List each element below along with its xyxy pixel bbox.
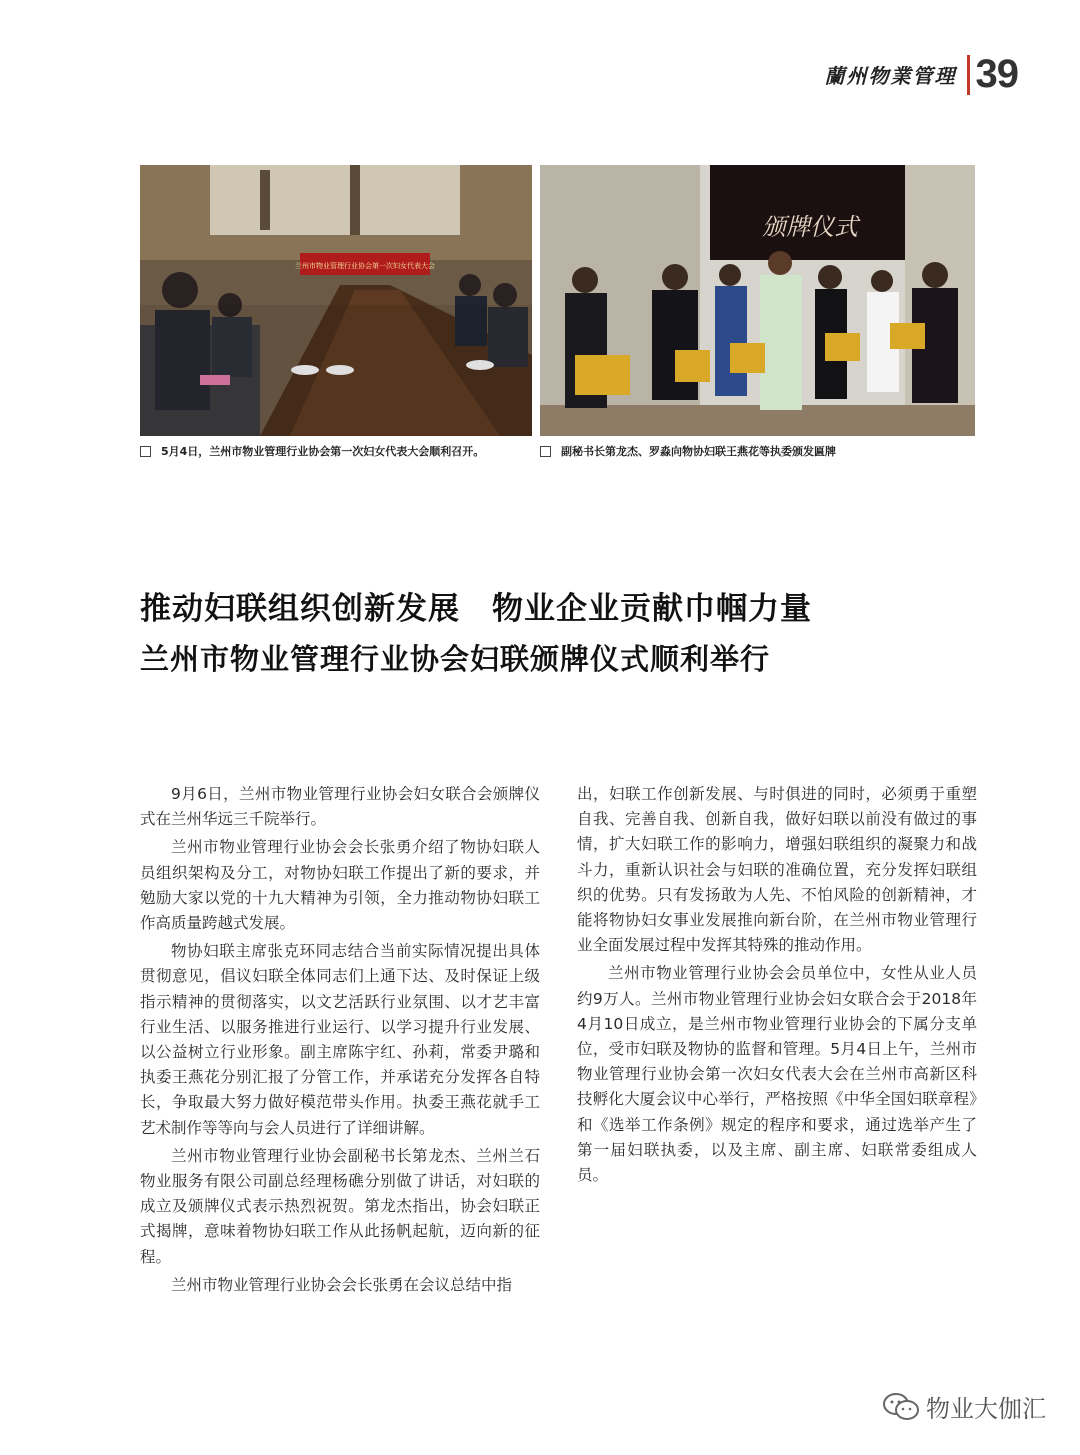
caption-box-icon	[140, 446, 151, 457]
article-subtitle: 兰州市物业管理行业协会妇联颁牌仪式顺利举行	[140, 642, 771, 676]
screen-text: 颁牌仪式	[762, 213, 858, 241]
caption-box-icon	[540, 446, 551, 457]
watermark-text: 物业大伽汇	[926, 1395, 1046, 1423]
header-divider	[967, 55, 970, 95]
page-header	[825, 52, 1019, 97]
wechat-watermark	[882, 1389, 1046, 1424]
caption-text: 5月4日，兰州市物业管理行业协会第一次妇女代表大会顺利召开。	[161, 445, 485, 458]
photo-caption-meeting	[140, 443, 484, 459]
photo-caption-ceremony	[540, 443, 836, 459]
magazine-name: 蘭州物業管理	[824, 64, 957, 88]
paragraph: 兰州市物业管理行业协会会长张勇在会议总结中指	[171, 1275, 513, 1294]
page-number: 39	[975, 52, 1018, 96]
body-column-right	[577, 782, 977, 1191]
paragraph: 兰州市物业管理行业协会会员单位中，女性从业人员约9万人。兰州市物业管理行业协会妇女联合会于2018年4月10日成立，是兰州市物业管理行业协会的下属分支单位，受市妇联及物协的监督和管理。5月4日上午，兰州市物业管理行业协会第一次妇女代表大会在兰州市高新区科技孵化大厦会议中心举行，严格按照《中华全国妇联章程》和《选举工作条例》规定的程序和要求，通过选举产生了第一届妇联执委，以及主席、副主席、妇联常委组成人员。	[577, 964, 977, 1185]
meeting-banner-text: 兰州市物业管理行业协会第一次妇女代表大会	[295, 262, 435, 270]
body-column-left	[140, 782, 540, 1301]
paragraph: 9月6日，兰州市物业管理行业协会妇女联合会颁牌仪式在兰州华远三千院举行。	[140, 785, 540, 829]
paragraph: 出，妇联工作创新发展、与时俱进的同时，必须勇于重塑自我、完善自我、创新自我，做好妇联以前没有做过的事情，扩大妇联工作的影响力，增强妇联组织的凝聚力和战斗力，重新认识社会与妇联的准确位置，充分发挥妇联组织的优势。只有发扬敢为人先、不怕风险的创新精神，才能将物协妇女事业发展推向新台阶，在兰州市物业管理行业全面发展过程中发挥其特殊的推动作用。	[577, 785, 977, 955]
caption-text: 副秘书长第龙杰、罗淼向物协妇联王燕花等执委颁发匾牌	[561, 445, 836, 458]
paragraph: 兰州市物业管理行业协会会长张勇介绍了物协妇联人员组织架构及分工，对物协妇联工作提出了新的要求，并勉励大家以党的十九大精神为引领，全力推动物协妇联工作高质量跨越式发展。	[140, 838, 540, 933]
meeting-photo	[140, 165, 532, 436]
wechat-icon	[882, 1392, 920, 1422]
paragraph: 兰州市物业管理行业协会副秘书长第龙杰、兰州兰石物业服务有限公司副总经理杨礁分别做了讲话，对妇联的成立及颁牌仪式表示热烈祝贺。第龙杰指出，协会妇联正式揭牌，意味着物协妇联工作从此扬帆起航，迈向新的征程。	[140, 1146, 540, 1266]
paragraph: 物协妇联主席张克环同志结合当前实际情况提出具体贯彻意见，倡议妇联全体同志们上通下达、及时保证上级指示精神的贯彻落实，以文艺活跃行业氛围、以才艺丰富行业生活、以服务推进行业运行、以学习提升行业发展、以公益树立行业形象。副主席陈宇红、孙莉，常委尹璐和执委王燕花分别汇报了分管工作，并承诺充分发挥各自特长，争取最大努力做好模范带头作用。执委王燕花就手工艺术制作等等向与会人员进行了详细讲解。	[140, 942, 540, 1137]
ceremony-photo	[540, 165, 975, 436]
article-title: 推动妇联组织创新发展 物业企业贡献巾帼力量	[140, 591, 812, 627]
